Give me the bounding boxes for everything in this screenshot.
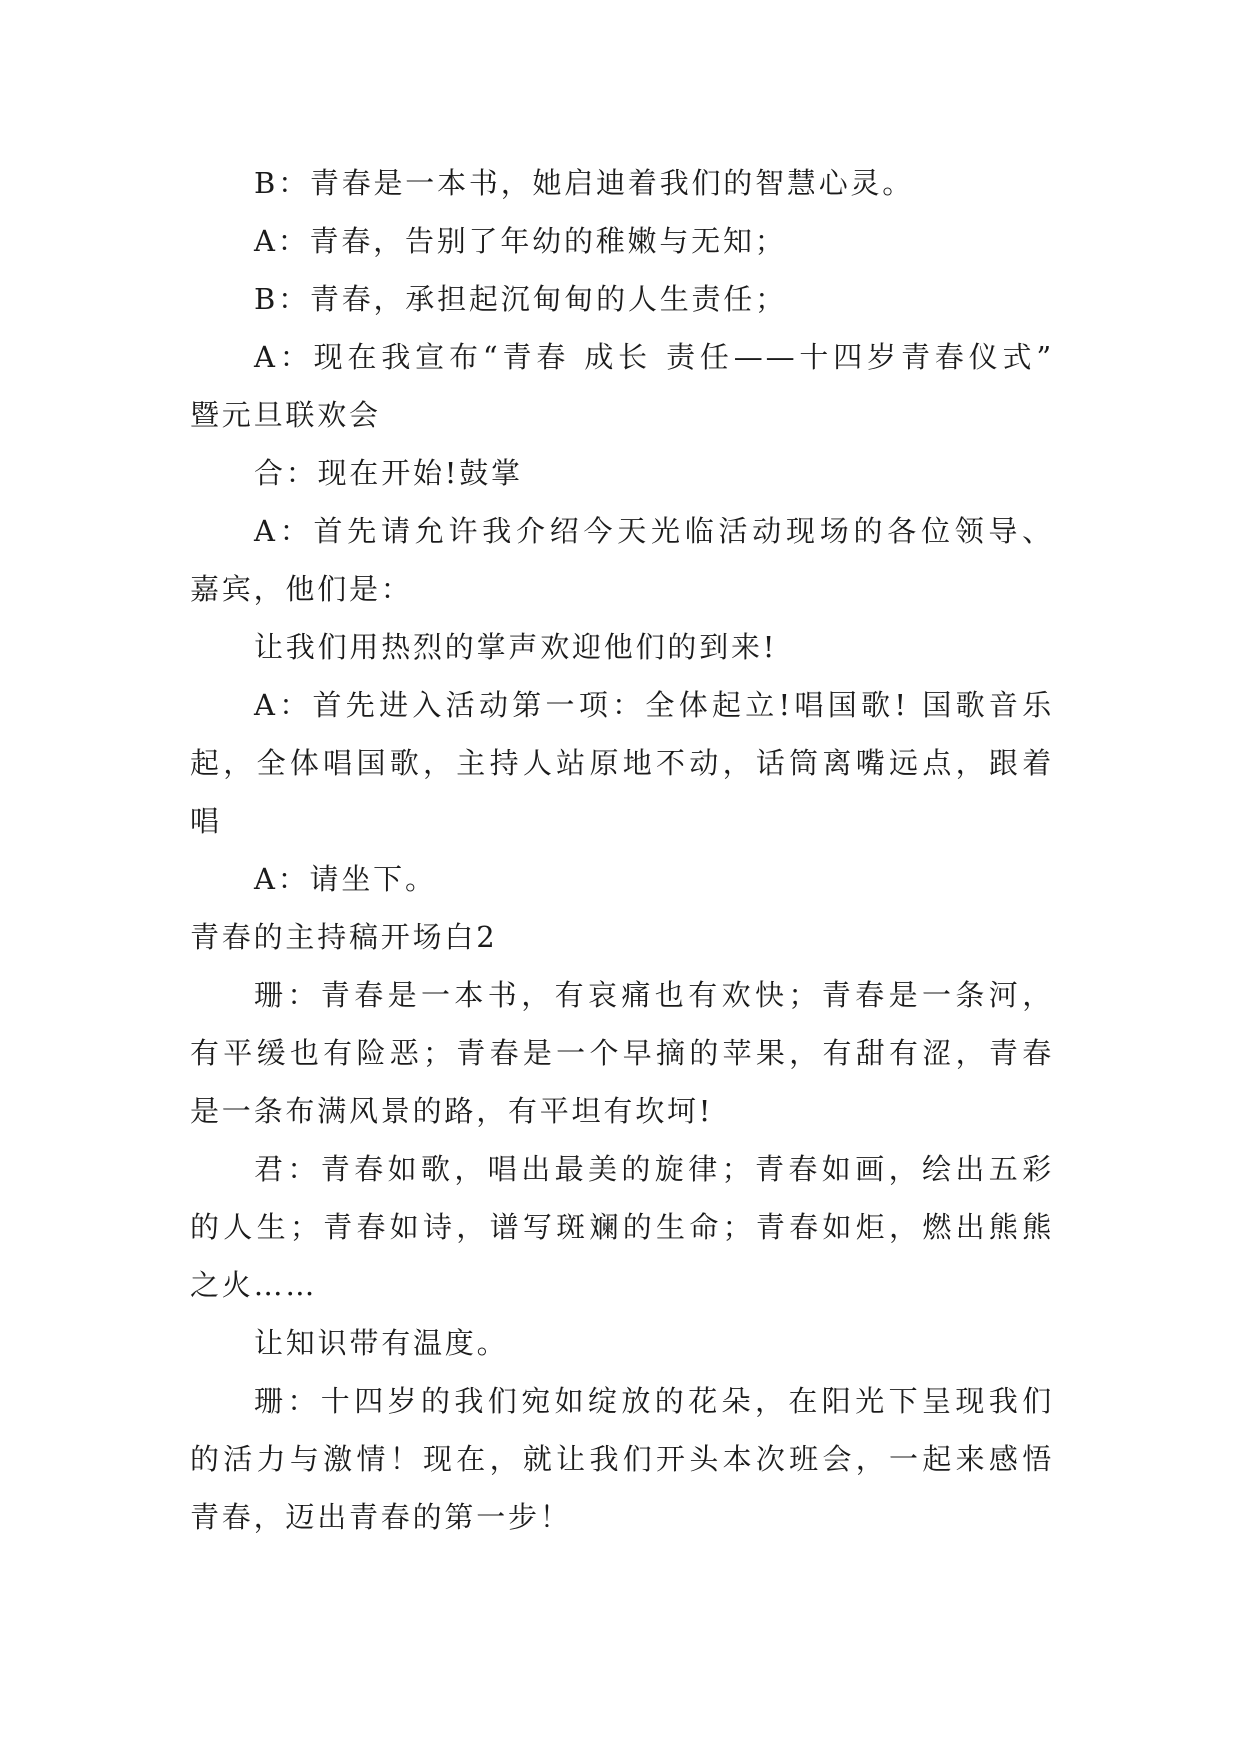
paragraph-line: 的人生；青春如诗，谱写斑斓的生命；青春如炬，燃出熊熊 <box>190 1210 1054 1244</box>
paragraph-line: 唱 <box>190 804 222 838</box>
paragraph-line: 起，全体唱国歌，主持人站原地不动，话筒离嘴远点，跟着 <box>190 746 1054 780</box>
paragraph-line: 珊：十四岁的我们宛如绽放的花朵，在阳光下呈现我们 <box>254 1384 1054 1418</box>
paragraph-line: A：现在我宣布“青春 成长 责任——十四岁青春仪式” <box>254 340 1054 374</box>
paragraph <box>190 966 1054 1140</box>
paragraph-line: 的活力与激情！现在，就让我们开头本次班会，一起来感悟 <box>190 1442 1054 1476</box>
paragraph-line: 有平缓也有险恶；青春是一个早摘的苹果，有甜有涩，青春 <box>190 1036 1054 1070</box>
paragraph-line: A：首先请允许我介绍今天光临活动现场的各位领导、 <box>254 514 1054 548</box>
paragraph <box>190 1140 1054 1314</box>
paragraph-line: A：请坐下。 <box>254 862 437 896</box>
paragraph-line: 之火…… <box>190 1268 318 1302</box>
paragraph <box>190 850 1054 908</box>
paragraph-line: 嘉宾，他们是： <box>190 572 413 606</box>
paragraph <box>190 676 1054 850</box>
paragraph-line: A：青春，告别了年幼的稚嫩与无知； <box>254 224 787 258</box>
paragraph-line: 暨元旦联欢会 <box>190 398 381 432</box>
paragraph-line: 青春，迈出青春的第一步！ <box>190 1500 572 1534</box>
paragraph <box>190 328 1054 444</box>
section-heading: 青春的主持稿开场白2 <box>190 920 498 954</box>
paragraph-line: 让知识带有温度。 <box>254 1326 509 1360</box>
paragraph <box>190 212 1054 270</box>
paragraph-line: 是一条布满风景的路，有平坦有坎坷! <box>190 1094 714 1128</box>
paragraph-line: 珊：青春是一本书，有哀痛也有欢快；青春是一条河， <box>254 978 1054 1012</box>
paragraph-line: 合：现在开始!鼓掌 <box>254 456 523 490</box>
paragraph <box>190 154 1054 212</box>
paragraph <box>190 444 1054 502</box>
paragraph-line: A：首先进入活动第一项：全体起立!唱国歌! 国歌音乐 <box>254 688 1054 722</box>
paragraph <box>190 1372 1054 1546</box>
paragraph-line: 君：青春如歌，唱出最美的旋律；青春如画，绘出五彩 <box>254 1152 1054 1186</box>
paragraph <box>190 618 1054 676</box>
paragraph-line: B：青春，承担起沉甸甸的人生责任； <box>254 282 787 316</box>
paragraph-line: 让我们用热烈的掌声欢迎他们的到来! <box>254 630 778 664</box>
paragraph <box>190 270 1054 328</box>
paragraph <box>190 1314 1054 1372</box>
document-body <box>190 154 1054 1546</box>
paragraph-line: B：青春是一本书，她启迪着我们的智慧心灵。 <box>254 166 915 200</box>
paragraph <box>190 502 1054 618</box>
